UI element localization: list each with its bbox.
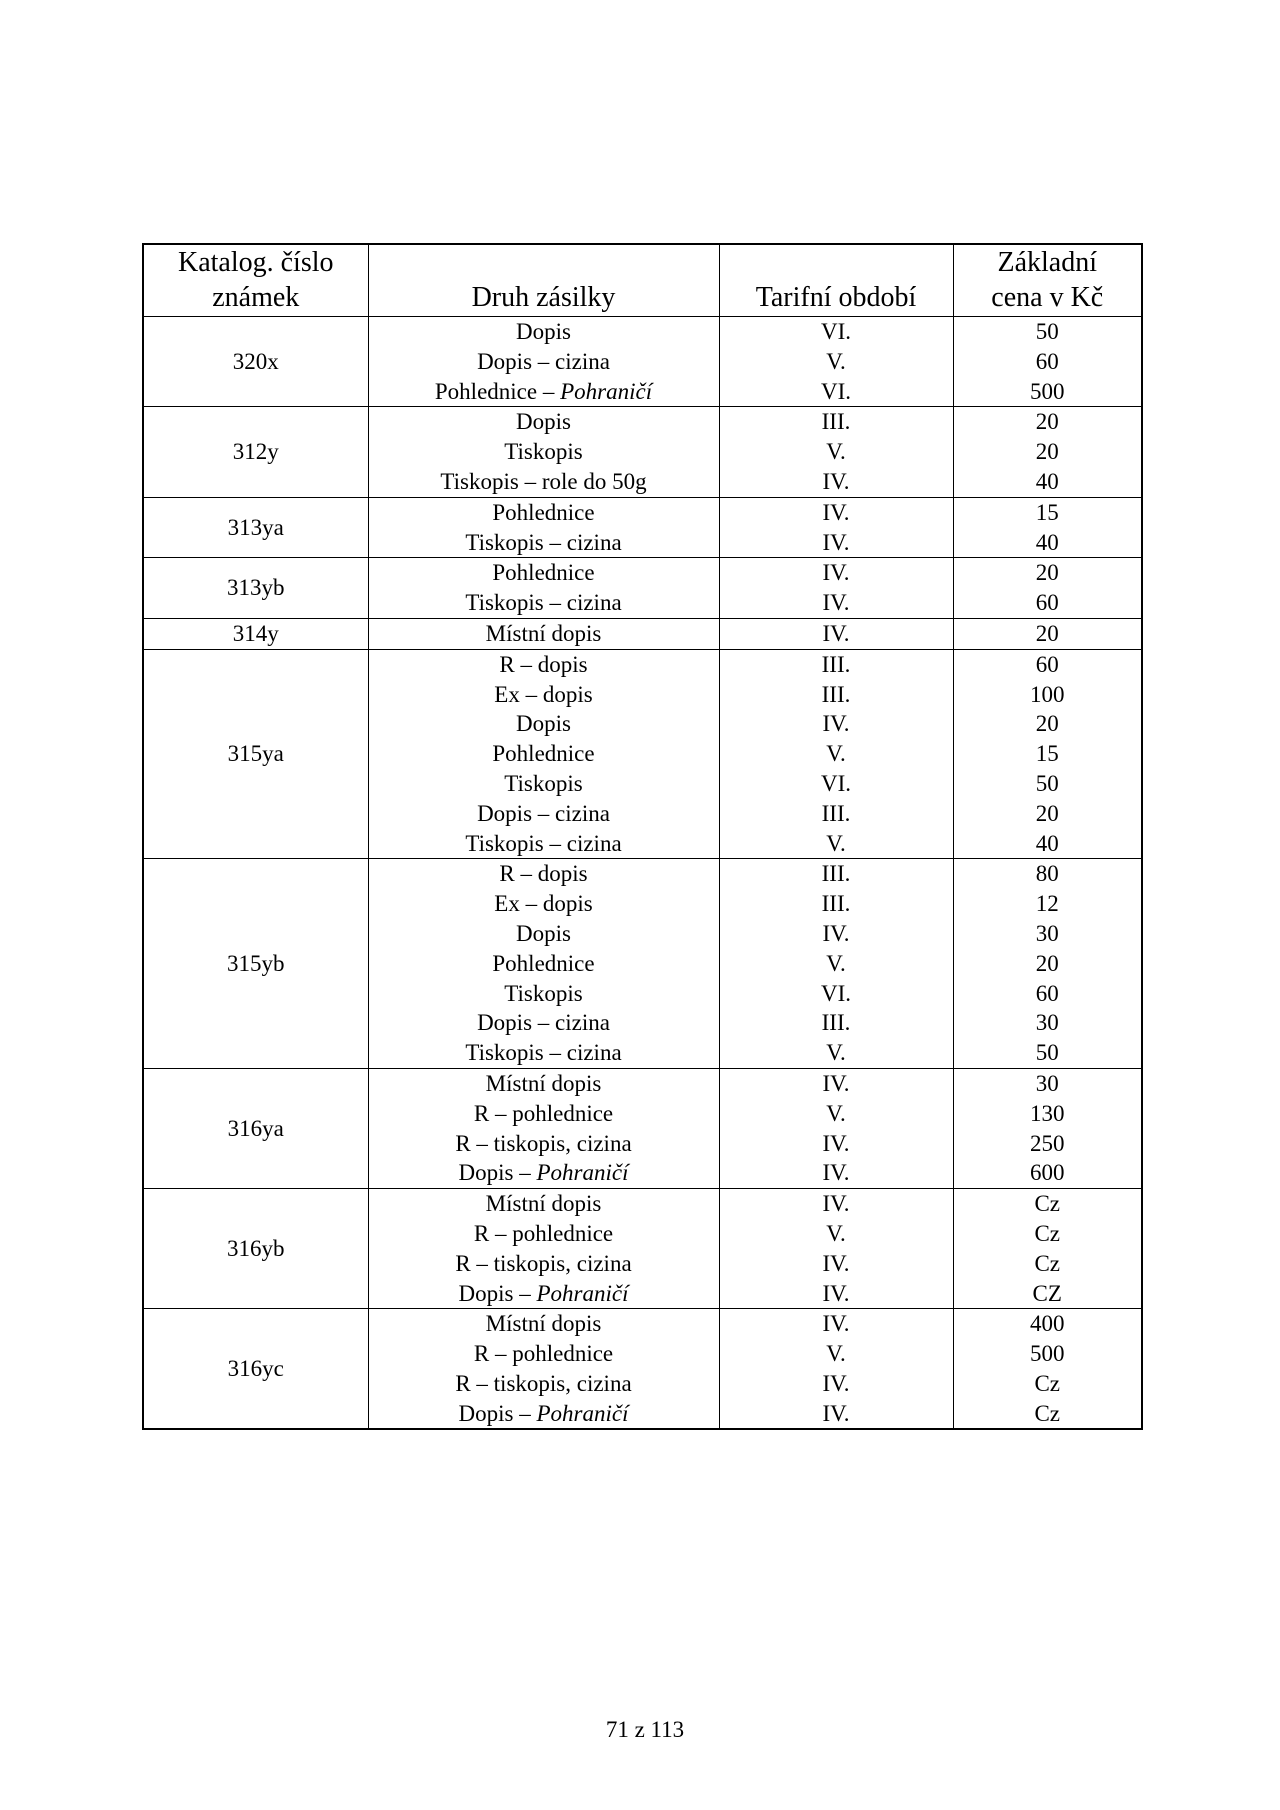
shipment-type-text: Pohlednice <box>492 499 595 525</box>
tariff-period-cell <box>719 859 953 1069</box>
shipment-type-italic: Pohraničí <box>536 1400 629 1426</box>
tariff-period: V. <box>826 950 846 976</box>
shipment-type-text: Tiskopis <box>504 439 583 465</box>
shipment-type-text: Pohlednice – <box>434 378 561 404</box>
tariff-period: IV. <box>822 1311 850 1337</box>
base-price: 100 <box>1030 681 1065 707</box>
shipment-type <box>369 829 719 859</box>
tariff-period-cell <box>719 497 953 558</box>
shipment-type <box>369 437 719 467</box>
shipment-type-cell <box>368 317 719 407</box>
base-price: 600 <box>1030 1160 1065 1186</box>
table-body <box>143 317 1142 1430</box>
base-price: 40 <box>1035 529 1059 555</box>
tariff-period: IV. <box>822 1130 850 1156</box>
base-price: 20 <box>1035 950 1059 976</box>
table-row <box>143 1068 1142 1188</box>
shipment-type-text: R – tiskopis, cizina <box>455 1370 632 1396</box>
catalog-number: 320x <box>143 317 368 407</box>
shipment-type-text: Dopis <box>516 409 571 435</box>
base-price: 60 <box>1035 590 1059 616</box>
base-price: Cz <box>1034 1220 1061 1246</box>
tariff-period: VI. <box>820 319 852 344</box>
base-price: 30 <box>1035 1070 1059 1096</box>
tariff-period: IV. <box>822 620 850 646</box>
shipment-type-cell <box>368 1068 719 1188</box>
base-price: 30 <box>1035 920 1059 946</box>
shipment-type <box>369 949 719 979</box>
tariff-period: V. <box>826 1040 846 1066</box>
tariff-period: V. <box>826 1100 846 1126</box>
shipment-type <box>369 1189 719 1219</box>
shipment-type-text: Ex – dopis <box>494 681 593 707</box>
header-line: Tarifní období <box>755 282 917 313</box>
base-price-cell <box>953 497 1142 558</box>
page-number: 71 z 113 <box>605 1717 685 1742</box>
table-row <box>143 317 1142 407</box>
header-line: cena v Kč <box>991 282 1104 313</box>
base-price: 15 <box>1035 741 1059 767</box>
shipment-type <box>369 1099 719 1129</box>
shipment-type-text: Místní dopis <box>485 1311 602 1337</box>
shipment-type-cell <box>368 1189 719 1309</box>
shipment-type <box>369 979 719 1009</box>
tariff-period: V. <box>826 348 846 374</box>
tariff-period: IV. <box>822 1400 850 1426</box>
base-price: Cz <box>1034 1370 1061 1396</box>
tariff-period: III. <box>821 891 851 917</box>
tariff-period-cell <box>719 558 953 619</box>
base-price: 50 <box>1035 1040 1059 1066</box>
base-price: 20 <box>1035 620 1059 646</box>
header-tariff-period <box>719 244 953 317</box>
base-price: 30 <box>1035 1010 1059 1036</box>
shipment-type <box>369 650 719 680</box>
catalog-number: 313yb <box>143 558 368 619</box>
base-price: 20 <box>1035 711 1059 737</box>
base-price: Cz <box>1034 1400 1061 1426</box>
tariff-period: IV. <box>822 1160 850 1186</box>
table-row <box>143 558 1142 619</box>
tariff-period: V. <box>826 1220 846 1246</box>
base-price-cell <box>953 558 1142 619</box>
header-row <box>143 244 1142 317</box>
base-price: 60 <box>1035 651 1059 677</box>
shipment-type <box>369 680 719 710</box>
shipment-type <box>369 467 719 497</box>
base-price: Cz <box>1034 1191 1061 1217</box>
header-line: Druh zásilky <box>471 282 616 313</box>
table-row <box>143 859 1142 1069</box>
table-header <box>143 244 1142 317</box>
shipment-type-cell <box>368 497 719 558</box>
shipment-type <box>369 1399 719 1429</box>
base-price: 40 <box>1035 468 1059 494</box>
table-row <box>143 618 1142 649</box>
base-price: 12 <box>1035 891 1059 917</box>
tariff-period-cell <box>719 649 953 859</box>
base-price-cell <box>953 649 1142 859</box>
base-price: 60 <box>1035 348 1059 374</box>
base-price: 20 <box>1035 409 1059 435</box>
base-price-cell <box>953 618 1142 649</box>
catalog-number: 316yc <box>143 1309 368 1430</box>
table-row <box>143 1309 1142 1430</box>
shipment-type <box>369 1129 719 1159</box>
shipment-type-text: Dopis – cizina <box>477 800 610 826</box>
tariff-period: IV. <box>822 468 850 494</box>
base-price: 50 <box>1035 319 1059 344</box>
tariff-period-cell <box>719 618 953 649</box>
tariff-period: IV. <box>822 1070 850 1096</box>
tariff-period: IV. <box>822 529 850 555</box>
header-shipment-type <box>368 244 719 317</box>
tariff-period-cell <box>719 1189 953 1309</box>
shipment-type-text: R – pohlednice <box>473 1341 614 1367</box>
shipment-type-cell <box>368 618 719 649</box>
shipment-type-text: Tiskopis – cizina <box>465 1040 622 1066</box>
shipment-type-text: Dopis – <box>458 1160 537 1186</box>
shipment-type-text: Pohlednice <box>492 741 595 767</box>
base-price: 20 <box>1035 800 1059 826</box>
base-price: 250 <box>1030 1130 1065 1156</box>
shipment-type-text: Dopis <box>516 711 571 737</box>
base-price: 40 <box>1035 830 1059 856</box>
shipment-type-text: R – dopis <box>499 651 588 677</box>
shipment-type-cell <box>368 1309 719 1430</box>
shipment-type <box>369 558 719 588</box>
shipment-type-text: Tiskopis – cizina <box>465 830 622 856</box>
tariff-period: VI. <box>820 980 852 1006</box>
tariff-period: IV. <box>822 1191 850 1217</box>
shipment-type-cell <box>368 558 719 619</box>
shipment-type <box>369 498 719 528</box>
base-price: CZ <box>1032 1280 1062 1306</box>
header-base-price <box>953 244 1142 317</box>
tariff-period: V. <box>826 830 846 856</box>
shipment-type <box>369 619 719 649</box>
tariff-period-cell <box>719 407 953 497</box>
tariff-period: V. <box>826 741 846 767</box>
tariff-period: IV. <box>822 1280 850 1306</box>
shipment-type-text: Dopis <box>516 920 571 946</box>
base-price: 500 <box>1030 378 1065 404</box>
shipment-type <box>369 317 719 347</box>
tariff-period: IV. <box>822 920 850 946</box>
tariff-period: IV. <box>822 711 850 737</box>
tariff-period: VI. <box>820 378 852 404</box>
base-price: 500 <box>1030 1341 1065 1367</box>
base-price: 15 <box>1035 499 1059 525</box>
tariff-period: V. <box>826 439 846 465</box>
base-price-cell <box>953 317 1142 407</box>
shipment-type <box>369 1219 719 1249</box>
tariff-period: III. <box>821 409 851 435</box>
shipment-type <box>369 799 719 829</box>
header-line: známek <box>212 282 300 313</box>
base-price: 50 <box>1035 770 1059 796</box>
table-row <box>143 649 1142 859</box>
base-price-cell <box>953 1068 1142 1188</box>
postal-rates-table <box>142 243 1143 1430</box>
catalog-number: 312y <box>143 407 368 497</box>
header-line: Katalog. číslo <box>177 247 334 278</box>
catalog-number: 316yb <box>143 1189 368 1309</box>
base-price-cell <box>953 1309 1142 1430</box>
tariff-period: III. <box>821 861 851 887</box>
shipment-type-text: R – tiskopis, cizina <box>455 1130 632 1156</box>
catalog-number: 313ya <box>143 497 368 558</box>
shipment-type-text: R – dopis <box>499 861 588 887</box>
base-price-cell <box>953 407 1142 497</box>
shipment-type-text: Tiskopis <box>504 770 583 796</box>
shipment-type <box>369 739 719 769</box>
shipment-type-text: R – pohlednice <box>473 1220 614 1246</box>
shipment-type <box>369 1069 719 1099</box>
shipment-type-text: Dopis – cizina <box>477 348 610 374</box>
tariff-period: IV. <box>822 560 850 586</box>
shipment-type <box>369 1158 719 1188</box>
table-row <box>143 497 1142 558</box>
shipment-type-text: Místní dopis <box>485 1191 602 1217</box>
shipment-type <box>369 1339 719 1369</box>
shipment-type <box>369 889 719 919</box>
base-price: 60 <box>1035 980 1059 1006</box>
shipment-type-text: Tiskopis – role do 50g <box>440 468 647 494</box>
header-catalog-number <box>143 244 368 317</box>
table-row <box>143 407 1142 497</box>
shipment-type-italic: Pohraničí <box>560 378 653 404</box>
shipment-type <box>369 1249 719 1279</box>
shipment-type-text: Ex – dopis <box>494 891 593 917</box>
tariff-period: III. <box>821 681 851 707</box>
shipment-type <box>369 1008 719 1038</box>
shipment-type-text: Tiskopis <box>504 980 583 1006</box>
catalog-number: 316ya <box>143 1068 368 1188</box>
shipment-type-italic: Pohraničí <box>536 1160 629 1186</box>
tariff-period: IV. <box>822 1370 850 1396</box>
tariff-period: III. <box>821 651 851 677</box>
shipment-type <box>369 347 719 377</box>
shipment-type <box>369 588 719 618</box>
base-price: 130 <box>1030 1100 1065 1126</box>
catalog-number: 315ya <box>143 649 368 859</box>
shipment-type-cell <box>368 407 719 497</box>
shipment-type-italic: Pohraničí <box>536 1280 629 1306</box>
shipment-type-text: Dopis – <box>458 1280 537 1306</box>
base-price: 80 <box>1035 861 1059 887</box>
tariff-period: III. <box>821 1010 851 1036</box>
header-line: Základní <box>997 247 1098 278</box>
shipment-type <box>369 377 719 407</box>
base-price-cell <box>953 859 1142 1069</box>
shipment-type <box>369 528 719 558</box>
base-price: Cz <box>1034 1250 1061 1276</box>
tariff-period-cell <box>719 317 953 407</box>
shipment-type <box>369 919 719 949</box>
tariff-period: IV. <box>822 1250 850 1276</box>
shipment-type-text: R – tiskopis, cizina <box>455 1250 632 1276</box>
shipment-type-cell <box>368 649 719 859</box>
tariff-period: V. <box>826 1341 846 1367</box>
shipment-type-text: Místní dopis <box>485 620 602 646</box>
shipment-type-text: Pohlednice <box>492 560 595 586</box>
shipment-type <box>369 1279 719 1309</box>
shipment-type-text: Dopis – cizina <box>477 1010 610 1036</box>
shipment-type <box>369 1309 719 1339</box>
base-price-cell <box>953 1189 1142 1309</box>
tariff-period-cell <box>719 1309 953 1430</box>
tariff-period: VI. <box>820 770 852 796</box>
base-price: 20 <box>1035 439 1059 465</box>
tariff-period: IV. <box>822 590 850 616</box>
shipment-type-text: Pohlednice <box>492 950 595 976</box>
shipment-type <box>369 859 719 889</box>
catalog-number: 315yb <box>143 859 368 1069</box>
shipment-type-text: R – pohlednice <box>473 1100 614 1126</box>
tariff-period: III. <box>821 800 851 826</box>
shipment-type <box>369 1369 719 1399</box>
shipment-type <box>369 769 719 799</box>
shipment-type-text: Tiskopis – cizina <box>465 590 622 616</box>
base-price: 20 <box>1035 560 1059 586</box>
catalog-number: 314y <box>143 618 368 649</box>
shipment-type-text: Tiskopis – cizina <box>465 529 622 555</box>
shipment-type-text: Místní dopis <box>485 1070 602 1096</box>
tariff-period: IV. <box>822 499 850 525</box>
shipment-type <box>369 709 719 739</box>
shipment-type <box>369 1038 719 1068</box>
table-row <box>143 1189 1142 1309</box>
base-price: 400 <box>1030 1311 1065 1337</box>
shipment-type <box>369 407 719 437</box>
shipment-type-cell <box>368 859 719 1069</box>
shipment-type-text: Dopis – <box>458 1400 537 1426</box>
tariff-period-cell <box>719 1068 953 1188</box>
shipment-type-text: Dopis <box>516 319 571 344</box>
